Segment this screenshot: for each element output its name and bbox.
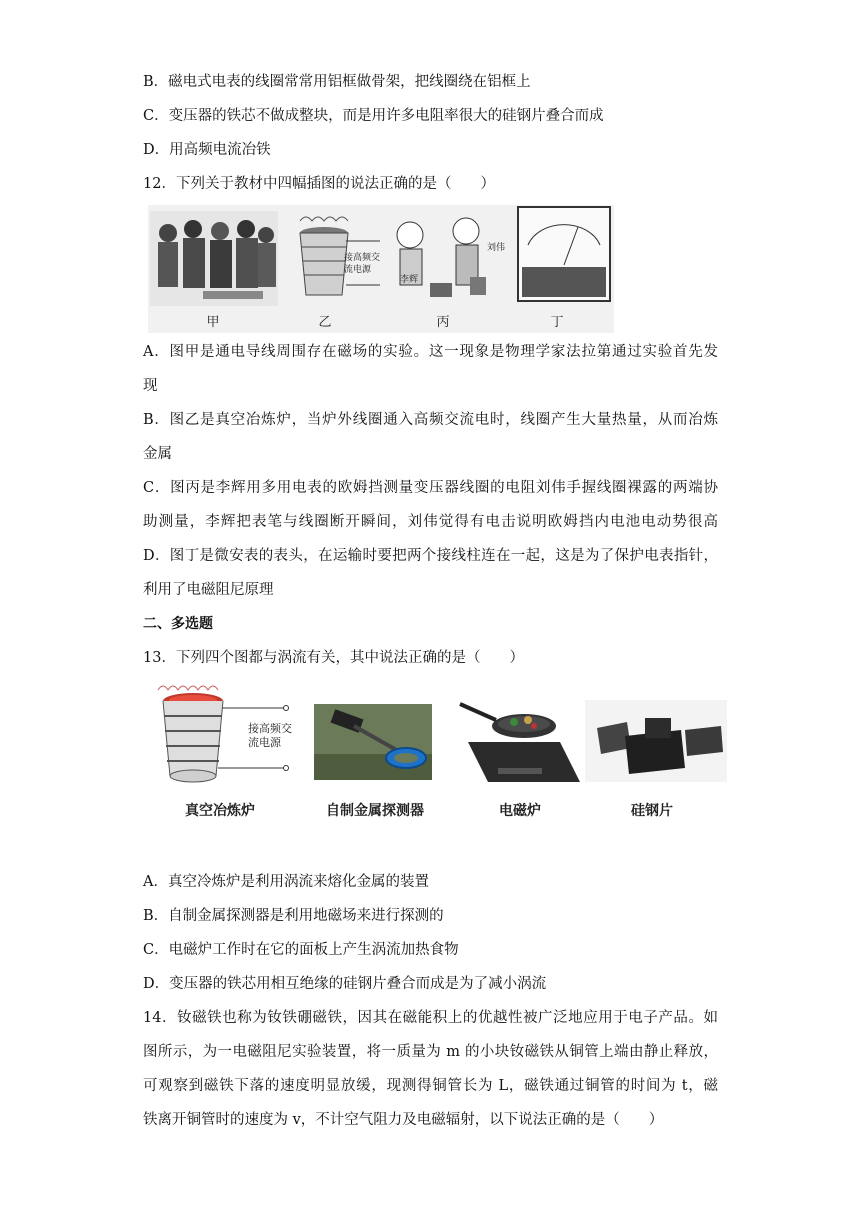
detector-photo [314,704,432,780]
q13-figure-silicon-steel [585,700,727,782]
q13-caption-silicon-steel: 硅钢片 [631,803,673,819]
q12-option-c-line2: 助测量，李辉把表笔与线圈断开瞬间，刘伟觉得有电击说明欧姆挡内电池电动势很高 [143,514,718,530]
q13-stem: 13．下列四个图都与涡流有关，其中说法正确的是（ ） [143,650,524,666]
q12-option-a-line2: 现 [143,378,158,394]
q12-figure [148,205,614,333]
q13-caption-furnace: 真空冶炼炉 [185,803,255,819]
q14-line2: 图所示，为一电磁阻尼实验装置，将一质量为 m 的小块钕磁铁从铜管上端由静止释放， [143,1044,718,1060]
q12-option-b-line2: 金属 [143,446,172,462]
q12-option-b-line1: B．图乙是真空冶炼炉，当炉外线圈通入高频交流电时，线圈产生大量热量，从而冶炼 [143,412,718,428]
q13-source-label-line2: 流电源 [248,736,281,749]
induction-cooker-photo [458,698,584,782]
q12-source-label-line1: 接高频交 [344,253,381,263]
q12-option-d-line2: 利用了电磁阻尼原理 [143,582,274,598]
q13-caption-detector: 自制金属探测器 [326,803,424,819]
q12-stem: 12．下列关于教材中四幅插图的说法正确的是（ ） [143,176,495,192]
q13-figure-detector [314,704,432,780]
q11-option-b: B．磁电式电表的线圈常常用铝框做骨架，把线圈绕在铝框上 [143,74,531,90]
q12-option-d-line1: D．图丁是微安表的表头，在运输时要把两个接线柱连在一起，这是为了保护电表指针， [143,548,718,564]
q13-source-label-line1: 接高频交 [248,722,292,735]
q11-option-d: D．用高频电流冶铁 [143,142,271,158]
q11-option-c: C．变压器的铁芯不做成整块，而是用许多电阻率很大的硅钢片叠合而成 [143,108,604,124]
q13-caption-induction-cooker: 电磁炉 [499,803,541,819]
q12-label-bing: 丙 [436,315,450,330]
figure-ding-meter [518,207,610,301]
q13-option-a: A．真空冷炼炉是利用涡流来熔化金属的装置 [143,874,429,890]
q12-source-label-line2: 流电源 [344,265,372,275]
q13-figure-furnace [148,676,300,788]
silicon-steel-photo [585,700,727,782]
q12-label-jia: 甲 [206,315,220,330]
q13-option-d: D．变压器的铁芯用相互绝缘的硅钢片叠合而成是为了减小涡流 [143,976,547,992]
section-heading-multiple-choice: 二、多选题 [143,616,213,632]
q13-option-c: C．电磁炉工作时在它的面板上产生涡流加热食物 [143,942,459,958]
q12-label-yi: 乙 [318,315,332,330]
q14-line4: 铁离开铜管时的速度为 v，不计空气阻力及电磁辐射，以下说法正确的是（ ） [143,1112,664,1128]
q12-person-label-2: 刘伟 [486,243,505,253]
q12-person-label-1: 李辉 [399,275,418,285]
q13-option-b: B．自制金属探测器是利用地磁场来进行探测的 [143,908,444,924]
q13-figure-induction-cooker [458,698,584,782]
figure-jia-people [150,211,278,306]
q12-option-a-line1: A．图甲是通电导线周围存在磁场的实验。这一现象是物理学家法拉第通过实验首先发 [143,344,718,360]
q14-line3: 可观察到磁铁下落的速度明显放缓，现测得铜管长为 L，磁铁通过铜管的时间为 t，磁 [143,1078,718,1094]
q14-line1: 14．钕磁铁也称为钕铁硼磁铁，因其在磁能积上的优越性被广泛地应用于电子产品。如 [143,1010,718,1026]
q12-option-c-line1: C．图丙是李辉用多用电表的欧姆挡测量变压器线圈的电阻刘伟手握线圈裸露的两端协 [143,480,718,496]
q12-label-ding: 丁 [550,315,564,330]
